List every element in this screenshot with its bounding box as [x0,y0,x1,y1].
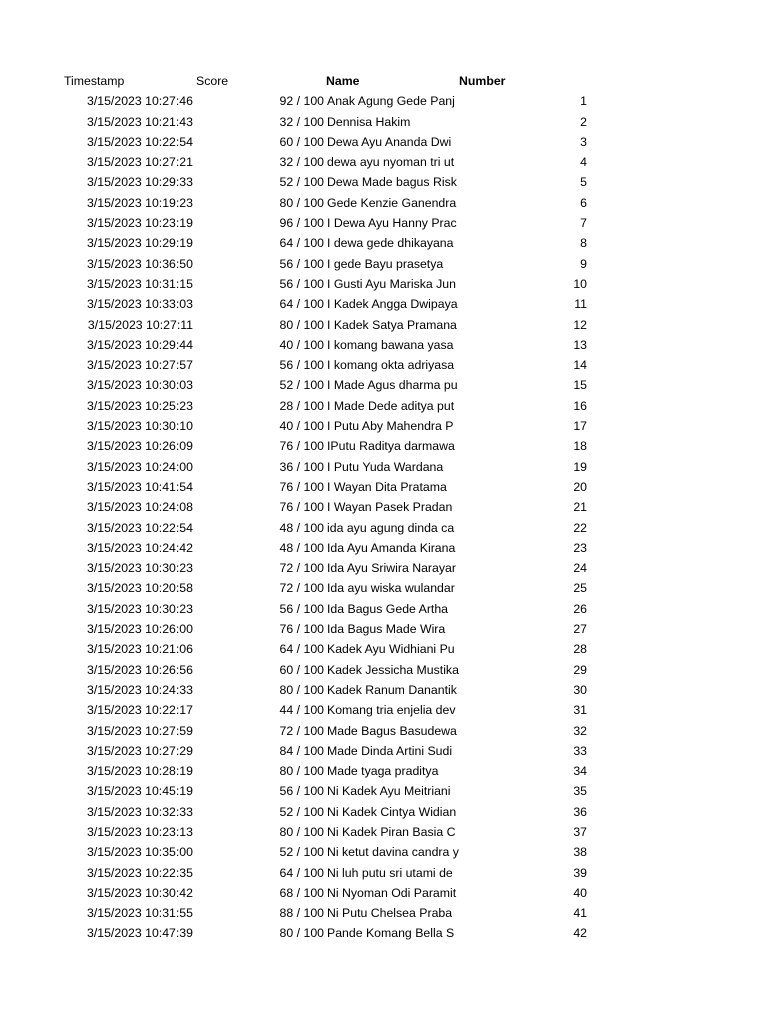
name-cell: Kadek Ayu Widhiani Pu [327,642,455,657]
name-cell: I Putu Aby Mahendra P [327,419,454,434]
table-row [0,396,768,416]
name-cell: Ni Nyoman Odi Paramit [327,885,457,900]
score-cell: 68 / 100 [279,885,324,900]
score-cell: 40 / 100 [279,419,324,434]
timestamp-cell: 3/15/2023 10:29:33 [87,175,193,190]
table-row [0,558,768,578]
score-cell: 60 / 100 [279,662,324,677]
score-table [0,71,768,944]
timestamp-cell: 3/15/2023 10:30:42 [87,885,193,900]
score-cell: 48 / 100 [279,540,324,555]
header-name: Name [326,74,360,88]
table-body [0,91,768,943]
score-cell: 52 / 100 [279,804,324,819]
table-row [0,639,768,659]
name-cell: Anak Agung Gede Panj [327,94,455,109]
timestamp-cell: 3/15/2023 10:27:57 [87,358,193,373]
name-cell: Ni Putu Chelsea Praba [327,906,453,921]
timestamp-cell: 3/15/2023 10:24:08 [87,500,193,515]
number-cell: 24 [573,561,587,576]
number-cell: 9 [580,256,587,271]
number-cell: 32 [573,723,587,738]
timestamp-cell: 3/15/2023 10:21:43 [87,114,193,129]
score-cell: 80 / 100 [279,195,324,210]
number-cell: 37 [573,824,587,839]
score-cell: 60 / 100 [279,134,324,149]
timestamp-cell: 3/15/2023 10:25:23 [87,398,193,413]
timestamp-cell: 3/15/2023 10:27:29 [87,743,193,758]
table-row [0,660,768,680]
score-cell: 80 / 100 [279,926,324,941]
table-row [0,923,768,943]
timestamp-cell: 3/15/2023 10:47:39 [87,926,193,941]
table-row [0,842,768,862]
timestamp-cell: 3/15/2023 10:26:09 [87,439,193,454]
number-cell: 13 [573,337,587,352]
number-cell: 30 [573,682,587,697]
score-cell: 72 / 100 [279,561,324,576]
name-cell: dewa ayu nyoman tri ut [327,155,455,170]
timestamp-cell: 3/15/2023 10:24:00 [87,459,193,474]
timestamp-cell: 3/15/2023 10:22:35 [87,865,193,880]
name-cell: I Putu Yuda Wardana [327,459,444,474]
name-cell: I dewa gede dhikayana [327,236,454,251]
name-cell: I Gusti Ayu Mariska Jun [327,276,456,291]
score-cell: 64 / 100 [279,865,324,880]
name-cell: Ida Bagus Gede Artha [327,601,449,616]
table-row [0,355,768,375]
number-cell: 17 [573,419,587,434]
table-row [0,721,768,741]
table-row [0,335,768,355]
table-row [0,619,768,639]
score-cell: 48 / 100 [279,520,324,535]
header-number: Number [459,74,506,88]
table-row [0,578,768,598]
number-cell: 7 [580,216,587,231]
table-row [0,315,768,335]
number-cell: 42 [573,926,587,941]
score-cell: 72 / 100 [279,581,324,596]
timestamp-cell: 3/15/2023 10:30:10 [87,419,193,434]
timestamp-cell: 3/15/2023 10:45:19 [87,784,193,799]
number-cell: 40 [573,885,587,900]
score-cell: 40 / 100 [279,337,324,352]
score-cell: 56 / 100 [279,601,324,616]
table-row [0,802,768,822]
table-row [0,172,768,192]
table-row [0,781,768,801]
score-cell: 32 / 100 [279,155,324,170]
timestamp-cell: 3/15/2023 10:30:23 [87,601,193,616]
timestamp-cell: 3/15/2023 10:24:33 [87,682,193,697]
score-cell: 92 / 100 [279,94,324,109]
score-cell: 80 / 100 [279,317,324,332]
number-cell: 18 [573,439,587,454]
table-row [0,375,768,395]
score-cell: 76 / 100 [279,622,324,637]
score-cell: 80 / 100 [279,682,324,697]
table-row [0,538,768,558]
number-cell: 16 [573,398,587,413]
timestamp-cell: 3/15/2023 10:23:19 [87,216,193,231]
score-cell: 32 / 100 [279,114,324,129]
name-cell: Gede Kenzie Ganendra [327,195,457,210]
timestamp-cell: 3/15/2023 10:24:42 [87,540,193,555]
timestamp-cell: 3/15/2023 10:33:03 [87,297,193,312]
number-cell: 21 [573,500,587,515]
name-cell: I Made Dede aditya put [327,398,455,413]
number-cell: 36 [573,804,587,819]
name-cell: I Made Agus dharma pu [327,378,458,393]
score-cell: 52 / 100 [279,175,324,190]
table-row [0,599,768,619]
number-cell: 19 [573,459,587,474]
number-cell: 26 [573,601,587,616]
name-cell: I gede Bayu prasetya [327,256,444,271]
table-row [0,903,768,923]
table-row [0,91,768,111]
number-cell: 2 [580,114,587,129]
timestamp-cell: 3/15/2023 10:29:44 [87,337,193,352]
number-cell: 5 [580,175,587,190]
score-cell: 76 / 100 [279,439,324,454]
number-cell: 14 [573,358,587,373]
name-cell: ida ayu agung dinda ca [327,520,455,535]
score-cell: 64 / 100 [279,297,324,312]
name-cell: I komang bawana yasa [327,337,454,352]
score-cell: 76 / 100 [279,500,324,515]
name-cell: Ni luh putu sri utami de [327,865,453,880]
name-cell: Dewa Made bagus Risk [327,175,457,190]
number-cell: 35 [573,784,587,799]
table-row [0,741,768,761]
score-cell: 44 / 100 [279,703,324,718]
table-row [0,761,768,781]
timestamp-cell: 3/15/2023 10:21:06 [87,642,193,657]
number-cell: 27 [573,622,587,637]
timestamp-cell: 3/15/2023 10:31:55 [87,906,193,921]
name-cell: Ni ketut davina candra y [327,845,459,860]
timestamp-cell: 3/15/2023 10:26:00 [87,622,193,637]
timestamp-cell: 3/15/2023 10:26:56 [87,662,193,677]
name-cell: I Wayan Pasek Pradan [327,500,453,515]
number-cell: 6 [580,195,587,210]
name-cell: Kadek Ranum Danantik [327,682,457,697]
table-row [0,294,768,314]
score-cell: 80 / 100 [279,764,324,779]
table-row [0,436,768,456]
table-row [0,233,768,253]
table-row [0,497,768,517]
number-cell: 22 [573,520,587,535]
score-cell: 56 / 100 [279,784,324,799]
score-cell: 64 / 100 [279,642,324,657]
name-cell: Pande Komang Bella S [327,926,455,941]
timestamp-cell: 3/15/2023 10:30:03 [87,378,193,393]
name-cell: Ni Kadek Piran Basia C [327,824,456,839]
table-row [0,457,768,477]
score-cell: 96 / 100 [279,216,324,231]
timestamp-cell: 3/15/2023 10:27:46 [87,94,193,109]
timestamp-cell: 3/15/2023 10:36:50 [87,256,193,271]
name-cell: Dewa Ayu Ananda Dwi [327,134,452,149]
timestamp-cell: 3/15/2023 10:27:11 [87,317,193,332]
name-cell: Dennisa Hakim [327,114,411,129]
table-row [0,518,768,538]
score-cell: 76 / 100 [279,479,324,494]
name-cell: Ida ayu wiska wulandar [327,581,455,596]
table-row [0,254,768,274]
timestamp-cell: 3/15/2023 10:22:54 [87,134,193,149]
table-row [0,193,768,213]
name-cell: I Kadek Satya Pramana [327,317,457,332]
number-cell: 25 [573,581,587,596]
table-row [0,132,768,152]
table-row [0,700,768,720]
number-cell: 12 [573,317,587,332]
number-cell: 8 [580,236,587,251]
timestamp-cell: 3/15/2023 10:32:33 [87,804,193,819]
timestamp-cell: 3/15/2023 10:30:23 [87,561,193,576]
number-cell: 39 [573,865,587,880]
number-cell: 4 [580,155,587,170]
number-cell: 10 [573,276,587,291]
timestamp-cell: 3/15/2023 10:27:21 [87,155,193,170]
table-row [0,863,768,883]
timestamp-cell: 3/15/2023 10:19:23 [87,195,193,210]
number-cell: 31 [573,703,587,718]
table-row [0,112,768,132]
table-row [0,274,768,294]
name-cell: I komang okta adriyasa [327,358,455,373]
timestamp-cell: 3/15/2023 10:23:13 [87,824,193,839]
table-row [0,680,768,700]
number-cell: 11 [574,297,587,312]
name-cell: IPutu Raditya darmawa [327,439,455,454]
name-cell: Kadek Jessicha Mustika [327,662,459,677]
timestamp-cell: 3/15/2023 10:22:17 [87,703,193,718]
number-cell: 1 [580,94,587,109]
score-cell: 52 / 100 [279,378,324,393]
number-cell: 3 [580,134,587,149]
name-cell: Made Dinda Artini Sudi [327,743,453,758]
score-cell: 56 / 100 [279,358,324,373]
table-row [0,213,768,233]
number-cell: 33 [573,743,587,758]
name-cell: Ida Ayu Sriwira Narayar [327,561,456,576]
score-cell: 84 / 100 [279,743,324,758]
header-score: Score [196,74,229,88]
number-cell: 29 [573,662,587,677]
timestamp-cell: 3/15/2023 10:29:19 [87,236,193,251]
header-timestamp: Timestamp [64,74,125,88]
table-row [0,416,768,436]
score-cell: 88 / 100 [279,906,324,921]
score-cell: 36 / 100 [279,459,324,474]
score-cell: 52 / 100 [279,845,324,860]
table-row [0,152,768,172]
name-cell: I Wayan Dita Pratama [327,479,447,494]
table-header-row [0,71,768,91]
name-cell: Made tyaga praditya [327,764,439,779]
timestamp-cell: 3/15/2023 10:27:59 [87,723,193,738]
table-row [0,477,768,497]
name-cell: I Dewa Ayu Hanny Prac [327,216,457,231]
number-cell: 23 [573,540,587,555]
number-cell: 41 [573,906,587,921]
number-cell: 15 [573,378,587,393]
table-row [0,883,768,903]
number-cell: 28 [573,642,587,657]
timestamp-cell: 3/15/2023 10:41:54 [87,479,193,494]
timestamp-cell: 3/15/2023 10:22:54 [87,520,193,535]
score-cell: 56 / 100 [279,256,324,271]
name-cell: Made Bagus Basudewa [327,723,457,738]
timestamp-cell: 3/15/2023 10:20:58 [87,581,193,596]
timestamp-cell: 3/15/2023 10:28:19 [87,764,193,779]
name-cell: Ni Kadek Ayu Meitriani [327,784,451,799]
score-cell: 72 / 100 [279,723,324,738]
score-cell: 64 / 100 [279,236,324,251]
score-cell: 28 / 100 [279,398,324,413]
score-cell: 56 / 100 [279,276,324,291]
score-cell: 80 / 100 [279,824,324,839]
name-cell: Ida Bagus Made Wira [327,622,446,637]
number-cell: 20 [573,479,587,494]
name-cell: I Kadek Angga Dwipaya [327,297,458,312]
timestamp-cell: 3/15/2023 10:31:15 [87,276,193,291]
timestamp-cell: 3/15/2023 10:35:00 [87,845,193,860]
number-cell: 38 [573,845,587,860]
table-row [0,822,768,842]
name-cell: Ni Kadek Cintya Widian [327,804,457,819]
name-cell: Ida Ayu Amanda Kirana [327,540,456,555]
name-cell: Komang tria enjelia dev [327,703,456,718]
number-cell: 34 [573,764,587,779]
